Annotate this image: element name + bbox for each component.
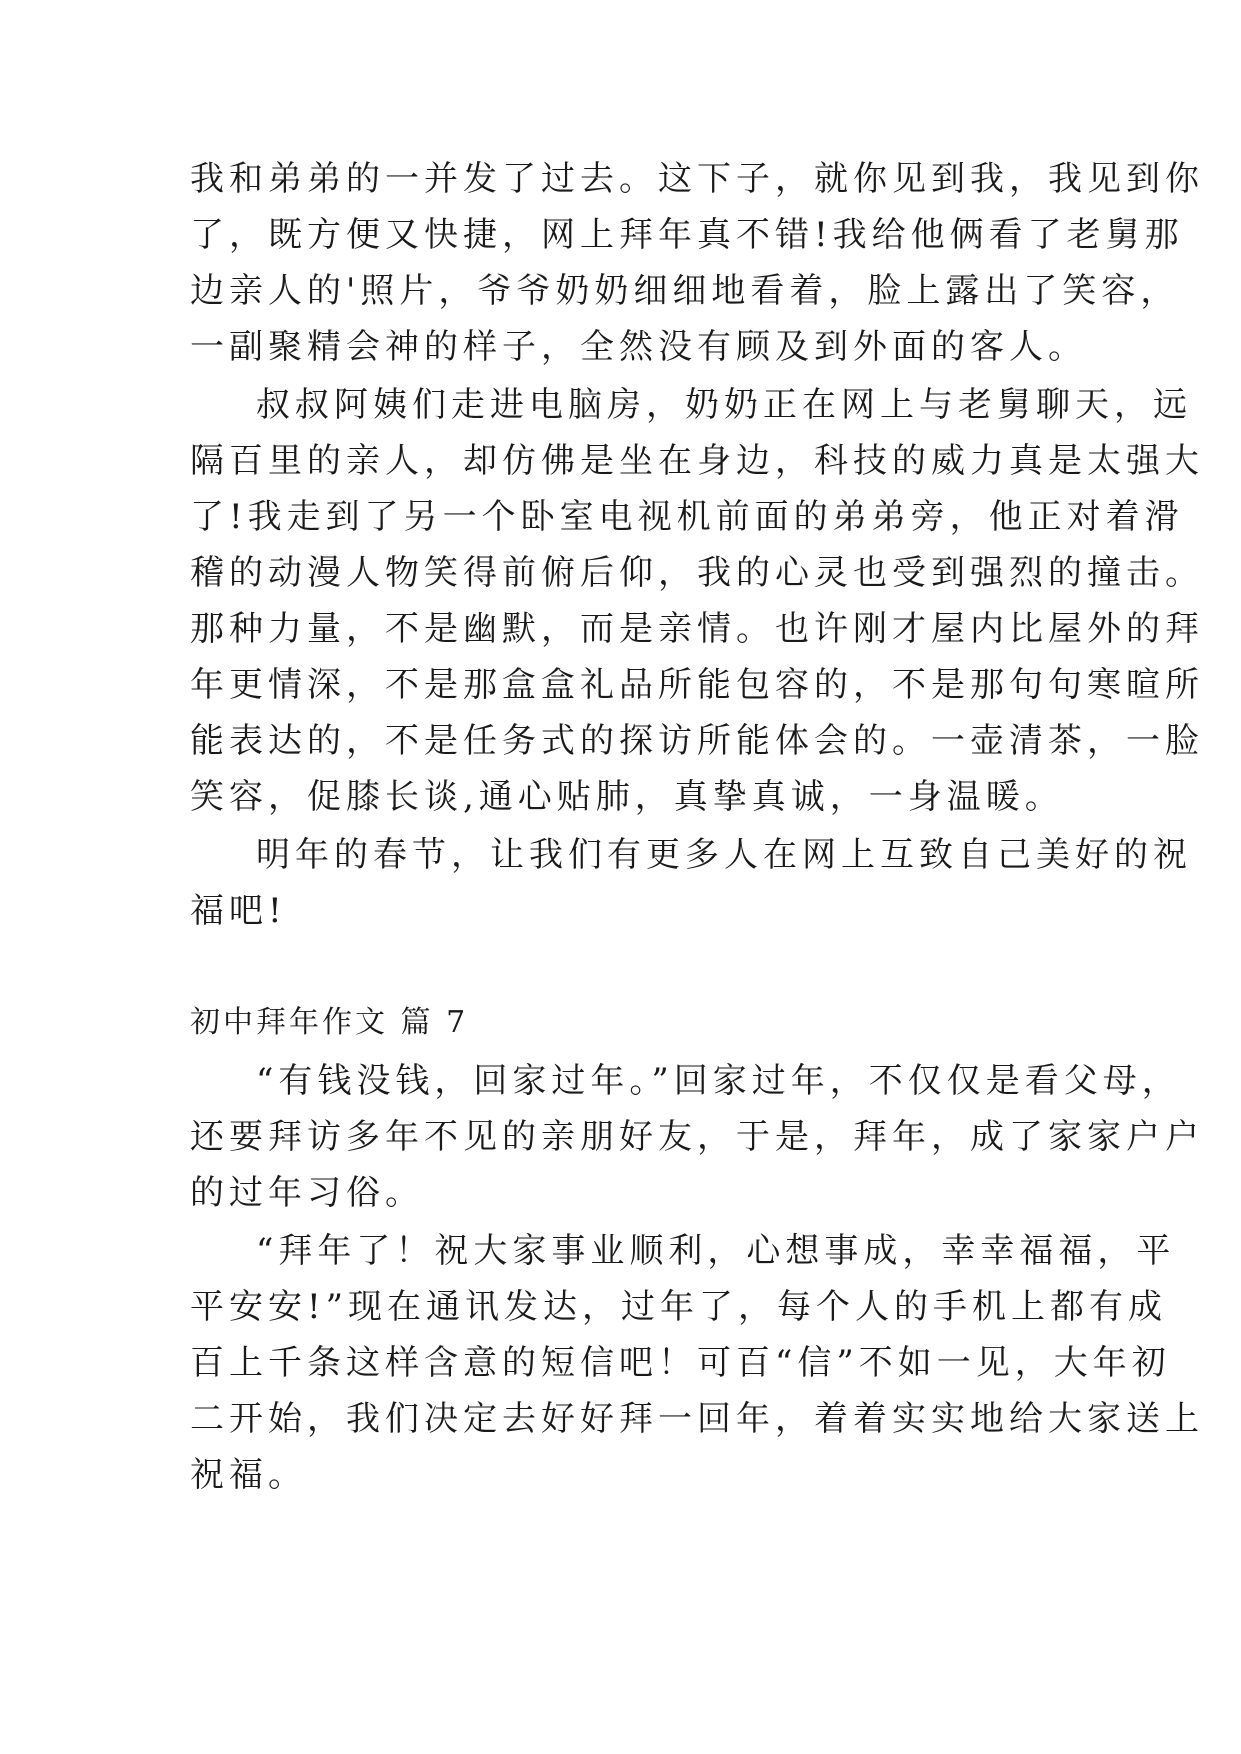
text-line: 平安安!”现在通讯发达，过年了，每个人的手机上都有成	[190, 1287, 1168, 1327]
text-line: 笑容，促膝长谈,通心贴肺，真挚真诚，一身温暖。	[190, 777, 1064, 817]
text-line: 那种力量，不是幽默，而是亲情。也许刚才屋内比屋外的拜	[190, 609, 1204, 649]
text-line: 隔百里的亲人，却仿佛是坐在身边，科技的威力真是太强大	[190, 441, 1204, 481]
text-line: 了!我走到了另一个卧室电视机前面的弟弟旁，他正对着滑	[190, 497, 1184, 537]
text-line: “拜年了！祝大家事业顺利，心想事成，幸幸福福，平	[256, 1231, 1176, 1271]
text-line: 能表达的，不是任务式的探访所能体会的。一壶清茶，一脸	[190, 721, 1204, 761]
text-line: 明年的春节，让我们有更多人在网上互致自己美好的祝	[256, 835, 1192, 875]
text-line: 我和弟弟的一并发了过去。这下子，就你见到我，我见到你	[190, 159, 1204, 199]
text-line: “有钱没钱，回家过年。”回家过年，不仅仅是看父母，	[256, 1061, 1181, 1101]
text-line: 百上千条这样含意的短信吧！可百“信”不如一见，大年初	[190, 1343, 1171, 1383]
text-line: 祝福。	[190, 1455, 307, 1495]
text-line: 的过年习俗。	[190, 1173, 424, 1213]
text-line: 福吧!	[190, 891, 287, 931]
text-line: 稽的动漫人物笑得前俯后仰，我的心灵也受到强烈的撞击。	[190, 553, 1204, 593]
section-heading: 初中拜年作文 篇 7	[190, 1005, 469, 1040]
text-line: 还要拜访多年不见的亲朋好友，于是，拜年，成了家家户户	[190, 1117, 1204, 1157]
text-line: 年更情深，不是那盒盒礼品所能包容的，不是那句句寒暄所	[190, 665, 1204, 705]
text-line: 边亲人的'照片，爷爷奶奶细细地看着，脸上露出了笑容，	[190, 271, 1180, 311]
text-line: 一副聚精会神的样子，全然没有顾及到外面的客人。	[190, 327, 1087, 367]
text-line: 二开始，我们决定去好好拜一回年，着着实实地给大家送上	[190, 1399, 1204, 1439]
text-line: 叔叔阿姨们走进电脑房，奶奶正在网上与老舅聊天，远	[256, 385, 1192, 425]
text-line: 了，既方便又快捷，网上拜年真不错!我给他俩看了老舅那	[190, 215, 1184, 255]
